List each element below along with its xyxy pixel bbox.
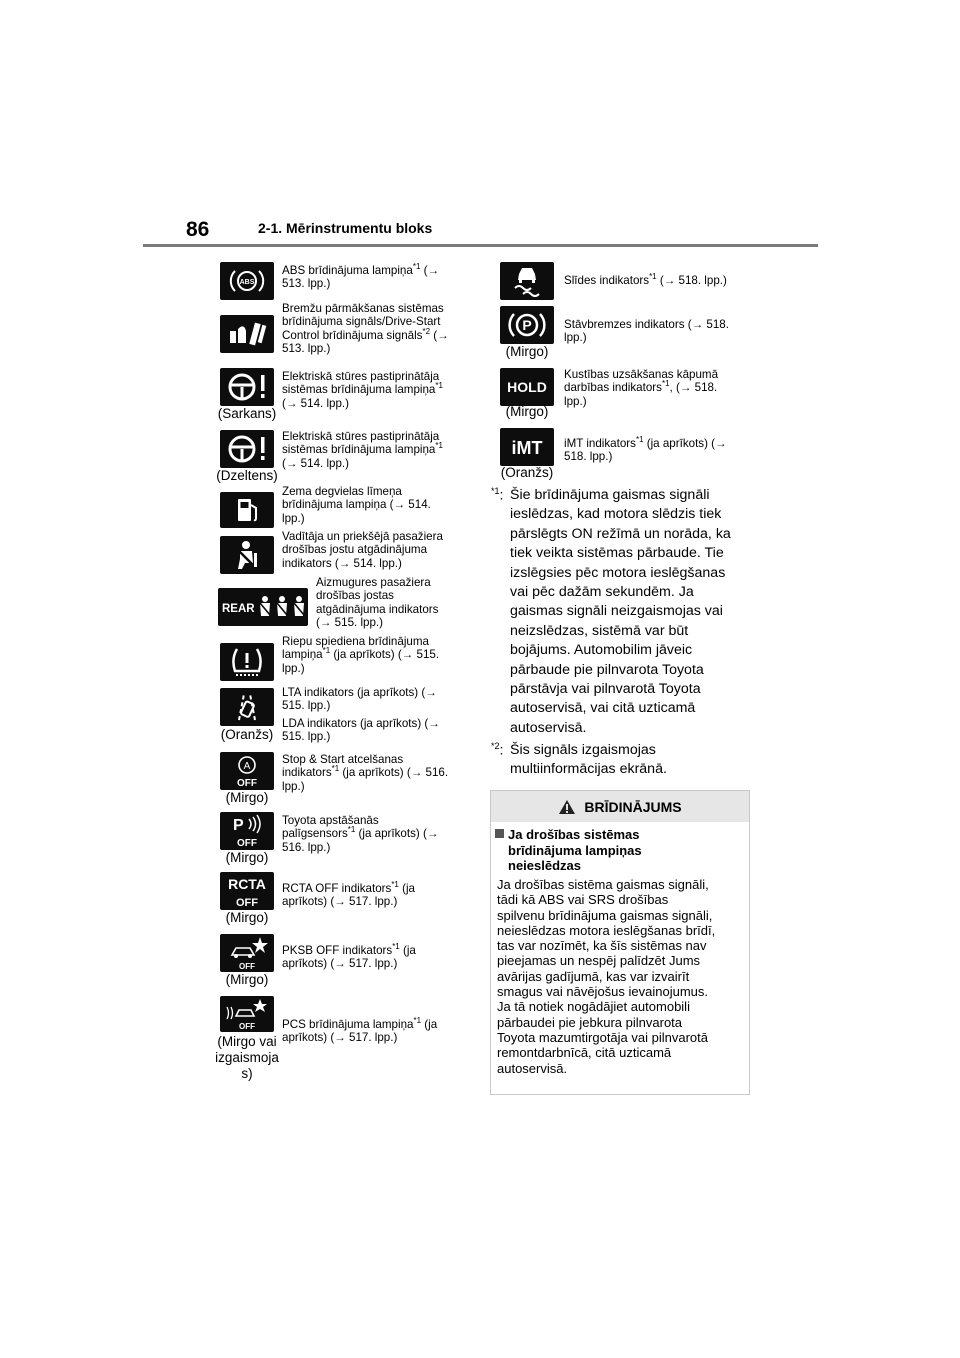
brake-override-description: Bremžu pārmākšanas sistēmas brīdinājuma signāls/Drive-Start Control brīdinājuma signāls$^{*2}$ (→ 513. lpp.)	[282, 302, 449, 356]
hold-icon	[500, 368, 554, 406]
hold-caption: (Mirgo)	[505, 404, 549, 419]
svg-text:OFF: OFF	[239, 962, 255, 971]
svg-text:ABS: ABS	[239, 279, 255, 286]
eps-yellow-caption: (Dzeltens)	[216, 468, 278, 483]
abs-description: ABS brīdinājuma lampiņa$^{*1}$ (→ 513. lpp.)	[282, 262, 440, 291]
svg-text:RCTA: RCTA	[228, 876, 266, 892]
svg-text:A: A	[243, 761, 251, 772]
bullet-square-icon	[495, 829, 504, 838]
lta-lda-caption: (Oranžs)	[220, 727, 274, 742]
steering-warning-icon	[220, 430, 274, 468]
svg-text:HOLD: HOLD	[507, 379, 547, 395]
slip-indicator-icon	[500, 262, 554, 300]
imt-icon	[500, 428, 554, 466]
slip-description: Slīdes indikators$^{*1}$ (→ 518. lpp.)	[564, 272, 727, 287]
pksb-off-icon	[220, 934, 274, 972]
svg-text:OFF: OFF	[237, 838, 257, 849]
warning-box	[490, 790, 750, 1095]
parking-brake-icon	[500, 306, 554, 344]
warning-triangle-icon	[558, 799, 576, 815]
pksb-description: PKSB OFF indikators$^{*1}$ (ja aprīkots) (→ 517. lpp.)	[282, 942, 416, 971]
pcs-off-icon	[220, 996, 274, 1032]
fuel-description: Zema degvielas līmeņa brīdinājuma lampiņa (→ 514. lpp.)	[282, 485, 431, 525]
pcs-caption: (Mirgo vai izgaismoja s)	[215, 1034, 279, 1081]
parking-sensor-off-icon	[220, 812, 274, 850]
warning-header	[491, 791, 749, 822]
svg-text:P: P	[233, 817, 244, 834]
footnote-1-text: Šie brīdinājuma gaismas signāli ieslēdzas, kad motora slēdzis tiek pārslēgts ON režīmā un norāda, ka tiek veikta sistēmas pārbaude. Tie izslēgsies pēc motora ieslēgšanas vai pēc dažām sekundēm. Ja gaismas signāli neizgaismojas vai neizslēdzas, sistēmā var būt bojājums. Automobilim jāveic pārbaude pie pilnvarota Toyota pārstāvja vai pilnvarotā Toyota autoservisā, vai citā uzticamā autoservisā.	[510, 487, 731, 736]
pksb-caption: (Mirgo)	[225, 972, 269, 987]
stop-start-caption: (Mirgo)	[225, 790, 269, 805]
tire-pressure-icon	[220, 643, 274, 681]
svg-text:OFF: OFF	[237, 778, 257, 789]
warning-title: BRĪDINĀJUMS	[584, 798, 682, 815]
rear-seatbelt-description: Aizmugures pasažiera drošības jostas atgādinājuma indikators (→ 515. lpp.)	[316, 576, 439, 630]
svg-text:OFF: OFF	[239, 1022, 255, 1031]
stop-start-off-icon	[220, 752, 274, 790]
parking-sensor-description: Toyota apstāšanās palīgsensors$^{*1}$ (ja aprīkots) (→ 516. lpp.)	[282, 814, 439, 854]
svg-text:REAR: REAR	[222, 603, 255, 615]
seatbelt-icon	[220, 536, 274, 574]
lta-lda-description: LTA indikators (ja aprīkots) (→ 515. lpp.) LDA indikators (ja aprīkots) (→ 515. lpp.)	[282, 686, 440, 744]
rcta-off-icon	[220, 872, 274, 910]
stop-start-description: Stop & Start atcelšanas indikators$^{*1}$ (ja aprīkots) (→ 516. lpp.)	[282, 753, 449, 793]
lane-assist-icon	[220, 688, 274, 726]
abs-warning-icon	[220, 262, 274, 300]
parking-sensor-caption: (Mirgo)	[225, 850, 269, 865]
eps-red-caption: (Sarkans)	[217, 406, 277, 421]
warning-body: Ja drošības sistēma gaismas signāli, tādi kā ABS vai SRS drošības spilvenu brīdinājuma gaismas signāli, neieslēdzas motora ieslēgšanas brīdī, tas var nozīmēt, ka šīs sistēmas nav pieejamas un nespēj palīdzēt Jums avārijas gadījumā, kas var izvairīt smagus vai nāvējošus ievainojumus. Ja tā notiek nogādājiet automobili pārbaudei pie jebkura pilnvarota Toyota mazumtirgotāja vai pilnvarotā remontdarbnīcā, citā uzticamā autoservisā.	[497, 877, 716, 1076]
rcta-description: RCTA OFF indikators$^{*1}$ (ja aprīkots) (→ 517. lpp.)	[282, 880, 415, 909]
header-rule	[143, 244, 818, 247]
footnote-2-text: Šis signāls izgaismojas multiinformācijas ekrānā.	[510, 742, 667, 778]
parking-brake-description: Stāvbremzes indikators (→ 518. lpp.)	[564, 318, 729, 345]
eps-yellow-description: Elektriskā stūres pastiprinātāja sistēmas brīdinājuma lampiņa$^{*1}$ (→ 514. lpp.)	[282, 430, 443, 470]
rear-seatbelt-icon	[218, 588, 308, 626]
eps-red-description: Elektriskā stūres pastiprinātāja sistēmas brīdinājuma lampiņa$^{*1}$ (→ 514. lpp.)	[282, 370, 443, 410]
imt-description: iMT indikators$^{*1}$ (ja aprīkots) (→ 518. lpp.)	[564, 435, 727, 464]
pcs-description: PCS brīdinājuma lampiņa$^{*1}$ (ja aprīkots) (→ 517. lpp.)	[282, 1016, 438, 1045]
svg-text:iMT: iMT	[511, 438, 543, 458]
fuel-pump-icon	[220, 492, 274, 528]
imt-caption: (Oranžs)	[500, 465, 554, 480]
svg-text:OFF: OFF	[236, 897, 258, 909]
page-number: 86	[186, 218, 210, 241]
brake-override-icon	[220, 315, 274, 353]
footnote-2-mark: $^{*2}$:	[491, 741, 504, 759]
section-title: 2-1. Mērinstrumentu bloks	[258, 220, 433, 236]
seatbelt-description: Vadītāja un priekšējā pasažiera drošības jostu atgādinājuma indikators (→ 514. lpp.)	[282, 530, 443, 570]
tire-pressure-description: Riepu spiediena brīdinājuma lampiņa$^{*1}$ (ja aprīkots) (→ 515. lpp.)	[282, 635, 440, 675]
steering-warning-icon	[220, 368, 274, 406]
parking-brake-caption: (Mirgo)	[505, 344, 549, 359]
svg-text:P: P	[522, 317, 532, 333]
footnote-1-mark: $^{*1}$:	[491, 486, 504, 504]
rcta-caption: (Mirgo)	[225, 910, 269, 925]
warning-subtitle: Ja drošības sistēmas brīdinājuma lampiņas neieslēdzas	[495, 827, 745, 874]
hold-description: Kustības uzsākšanas kāpumā darbības indikators$^{*1}$, (→ 518. lpp.)	[564, 368, 719, 408]
